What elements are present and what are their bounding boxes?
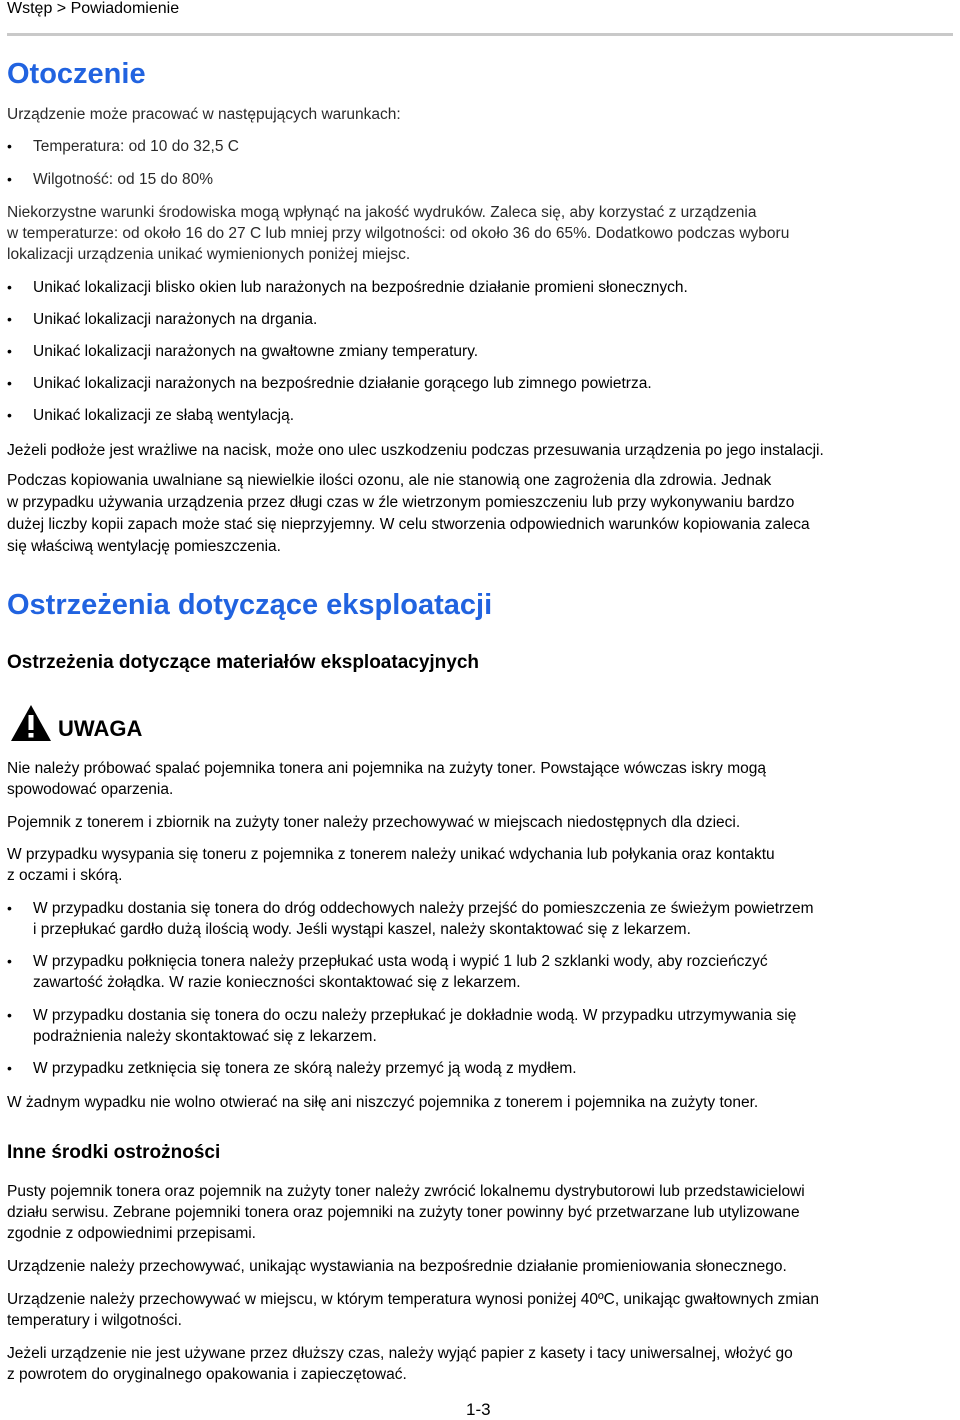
warning-paragraph: W żadnym wypadku nie wolno otwierać na siłę ani niszczyć pojemnika z tonerem i pojemnika na zużyty toner. xyxy=(7,1094,759,1111)
paragraph-line: Niekorzystne warunki środowiska mogą wpłynąć na jakość wydruków. Zaleca się, aby korzystać z urządzenia xyxy=(7,204,757,221)
page-number: 1-3 xyxy=(466,1400,491,1419)
paragraph-line: Pusty pojemnik tonera oraz pojemnik na zużyty toner należy zwrócić lokalnemu dystrybutorowi lub przedstawicielowi xyxy=(7,1183,805,1200)
bullet-icon: • xyxy=(7,407,12,423)
subsection-title: Ostrzeżenia dotyczące materiałów eksploatacyjnych xyxy=(7,652,480,673)
bullet-icon: • xyxy=(7,138,12,154)
first-aid-line: W przypadku dostania się tonera do dróg oddechowych należy przejść do pomieszczenia ze świeżym powietrzem xyxy=(33,900,814,917)
bullet-icon: • xyxy=(7,311,12,327)
paragraph-line: w temperaturze: od około 16 do 27 C lub mniej przy wilgotności: od około 36 do 65%. Dodatkowo podczas wyboru xyxy=(7,225,790,242)
avoid-item: Unikać lokalizacji narażonych na drgania. xyxy=(33,311,318,328)
bullet-icon: • xyxy=(7,900,12,916)
paragraph-line: się właściwą wentylację pomieszczenia. xyxy=(7,538,281,555)
subsection-title: Inne środki ostrożności xyxy=(7,1142,221,1163)
bullet-icon: • xyxy=(7,171,12,187)
first-aid-line: i przepłukać gardło dużą ilością wody. Jeśli wystąpi kaszel, należy skontaktować się z lekarzem. xyxy=(33,921,691,938)
bullet-icon: • xyxy=(7,1007,12,1023)
avoid-item: Unikać lokalizacji narażonych na gwałtowne zmiany temperatury. xyxy=(33,343,479,360)
warning-line: Nie należy próbować spalać pojemnika tonera ani pojemnika na zużyty toner. Powstające wówczas iskry mogą xyxy=(7,760,767,777)
first-aid-line: podrażnienia należy skontaktować się z lekarzem. xyxy=(33,1028,377,1045)
condition-item: Wilgotność: od 15 do 80% xyxy=(33,171,214,188)
warning-paragraph: Pojemnik z tonerem i zbiornik na zużyty toner należy przechowywać w miejscach niedostępnych dla dzieci. xyxy=(7,814,741,831)
paragraph-line: Podczas kopiowania uwalniane są niewielkie ilości ozonu, ale nie stanowią one zagrożenia dla zdrowia. Jednak xyxy=(7,472,772,489)
avoid-item: Unikać lokalizacji ze słabą wentylacją. xyxy=(33,407,295,424)
warning-label: UWAGA xyxy=(58,716,143,741)
section-title-otoczenie: Otoczenie xyxy=(7,58,146,90)
first-aid-line: zawartość żołądka. W razie konieczności skontaktować się z lekarzem. xyxy=(33,974,521,991)
paragraph: Jeżeli podłoże jest wrażliwe na nacisk, może ono ulec uszkodzeniu podczas przesuwania urządzenia po jego instalacji. xyxy=(7,442,824,459)
intro-text: Urządzenie może pracować w następujących warunkach: xyxy=(7,106,401,123)
paragraph-line: działu serwisu. Zebrane pojemniki tonera oraz pojemniki na zużyty toner powinny być przetwarzane lub utylizowane xyxy=(7,1204,800,1221)
warning-line: W przypadku wysypania się toneru z pojemnika z tonerem należy unikać wdychania lub połykania oraz kontaktu xyxy=(7,846,775,863)
bullet-icon: • xyxy=(7,953,12,969)
paragraph-line: temperatury i wilgotności. xyxy=(7,1312,182,1329)
bullet-icon: • xyxy=(7,279,12,295)
paragraph-line: Jeżeli urządzenie nie jest używane przez dłuższy czas, należy wyjąć papier z kasety i tacy uniwersalnej, włożyć go xyxy=(7,1345,793,1362)
paragraph-line: dużej liczby kopii zapach może stać się nieprzyjemny. W celu stworzenia odpowiednich warunków kopiowania zaleca xyxy=(7,516,810,533)
warning-triangle-icon xyxy=(10,704,52,742)
first-aid-line: W przypadku zetknięcia się tonera ze skórą należy przemyć ją wodą z mydłem. xyxy=(33,1060,577,1077)
condition-item: Temperatura: od 10 do 32,5 C xyxy=(33,138,239,155)
bullet-icon: • xyxy=(7,343,12,359)
header-rule xyxy=(7,33,953,36)
paragraph-line: lokalizacji urządzenia unikać wymienionych poniżej miejsc. xyxy=(7,246,411,263)
warning-line: spowodować oparzenia. xyxy=(7,781,174,798)
paragraph-line: z powrotem do oryginalnego opakowania i zapieczętować. xyxy=(7,1366,407,1383)
paragraph: Urządzenie należy przechowywać, unikając wystawiania na bezpośrednie działanie promieniowania słonecznego. xyxy=(7,1258,787,1275)
first-aid-line: W przypadku połknięcia tonera należy przepłukać usta wodą i wypić 1 lub 2 szklanki wody, aby rozcieńczyć xyxy=(33,953,768,970)
avoid-item: Unikać lokalizacji narażonych na bezpośrednie działanie gorącego lub zimnego powietrza. xyxy=(33,375,652,392)
section-title-ostrzezenia: Ostrzeżenia dotyczące eksploatacji xyxy=(7,589,493,621)
paragraph-line: zgodnie z odpowiednimi przepisami. xyxy=(7,1225,256,1242)
first-aid-line: W przypadku dostania się tonera do oczu należy przepłukać je dokładnie wodą. W przypadku utrzymywania się xyxy=(33,1007,797,1024)
warning-line: z oczami i skórą. xyxy=(7,867,123,884)
paragraph-line: Urządzenie należy przechowywać w miejscu, w którym temperatura wynosi poniżej 40ºC, unikając gwałtownych zmian xyxy=(7,1291,819,1308)
bullet-icon: • xyxy=(7,375,12,391)
avoid-item: Unikać lokalizacji blisko okien lub narażonych na bezpośrednie działanie promieni słonecznych. xyxy=(33,279,688,296)
bullet-icon: • xyxy=(7,1060,12,1076)
breadcrumb: Wstęp > Powiadomienie xyxy=(7,0,180,17)
paragraph-line: w przypadku używania urządzenia przez długi czas w źle wietrzonym pomieszczeniu lub przy wykonywaniu bardzo xyxy=(7,494,795,511)
